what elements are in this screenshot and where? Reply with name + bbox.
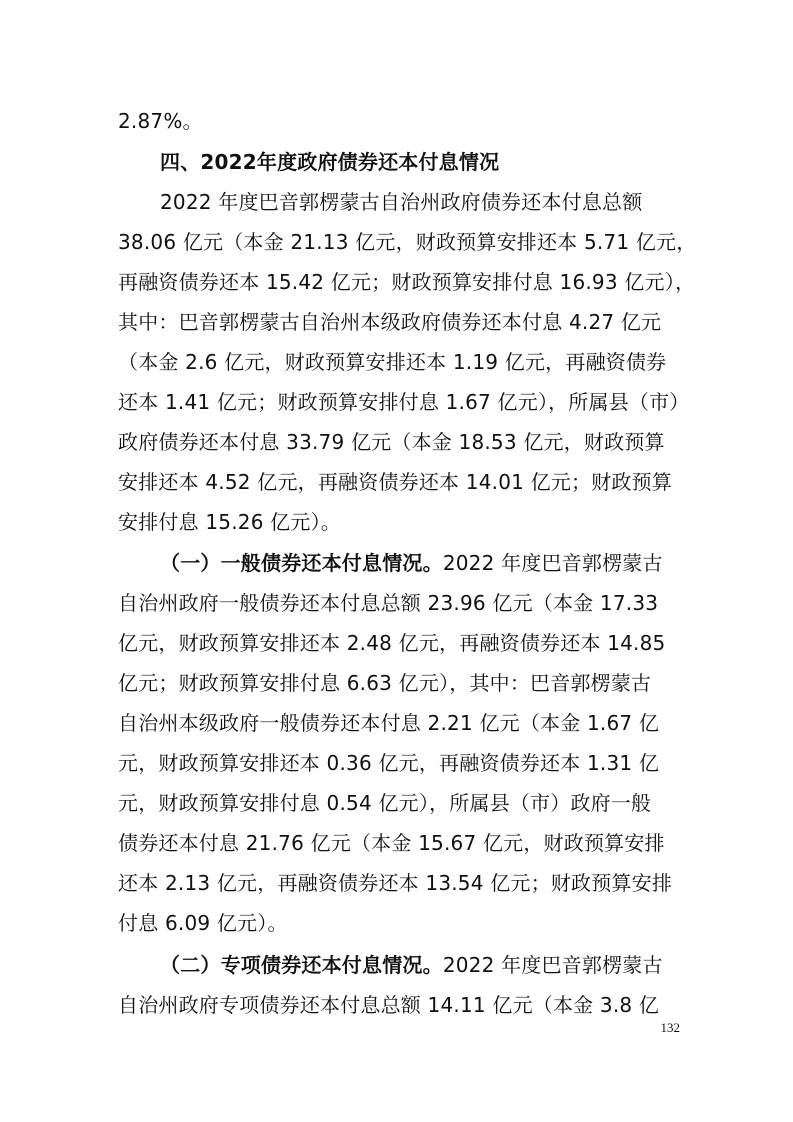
body-line: 元，财政预算安排付息 0.54 亿元），所属县（市）政府一般	[118, 791, 652, 815]
body-line: 付息 6.09 亿元）。	[118, 911, 288, 935]
body-text: 2022 年度巴音郭楞蒙古	[442, 551, 663, 575]
body-line: 其中：巴音郭楞蒙古自治州本级政府债券还本付息 4.27 亿元	[118, 310, 662, 334]
body-line: 自治州政府一般债券还本付息总额 23.96 亿元（本金 17.33	[118, 591, 659, 615]
body-line: 再融资债券还本 15.42 亿元；财政预算安排付息 16.93 亿元），	[118, 270, 696, 294]
body-line: 自治州政府专项债券还本付息总额 14.11 亿元（本金 3.8 亿	[118, 993, 660, 1017]
body-line: 还本 2.13 亿元，再融资债券还本 13.54 亿元；财政预算安排	[118, 871, 673, 895]
body-line: 亿元；财政预算安排付息 6.63 亿元），其中：巴音郭楞蒙古	[118, 671, 652, 695]
body-text: 2022 年度巴音郭楞蒙古	[442, 953, 663, 977]
body-line: 自治州本级政府一般债券还本付息 2.21 亿元（本金 1.67 亿	[118, 711, 660, 735]
body-line: 38.06 亿元（本金 21.13 亿元，财政预算安排还本 5.71 亿元，	[118, 230, 697, 254]
section-heading: 四、2022年度政府债券还本付息情况	[160, 150, 500, 174]
subsection-line	[160, 945, 678, 985]
body-line: 还本 1.41 亿元；财政预算安排付息 1.67 亿元），所属县（市）	[118, 390, 690, 414]
body-line: 安排还本 4.52 亿元，再融资债券还本 14.01 亿元；财政预算	[118, 470, 673, 494]
subsection-heading: （二）专项债券还本付息情况。	[160, 953, 443, 977]
body-line: 2022 年度巴音郭楞蒙古自治州政府债券还本付息总额	[160, 190, 643, 214]
body-line: 政府债券还本付息 33.79 亿元（本金 18.53 亿元，财政预算	[118, 430, 665, 454]
body-line: 2.87%。	[118, 109, 203, 133]
body-line: 安排付息 15.26 亿元）。	[118, 510, 341, 534]
page-number: 132	[660, 1020, 680, 1035]
body-line: （本金 2.6 亿元，财政预算安排还本 1.19 亿元，再融资债券	[118, 350, 667, 374]
subsection-line	[160, 543, 678, 583]
body-line: 亿元，财政预算安排还本 2.48 亿元，再融资债券还本 14.85	[118, 631, 666, 655]
body-line: 元，财政预算安排还本 0.36 亿元，再融资债券还本 1.31 亿	[118, 751, 660, 775]
subsection-heading: （一）一般债券还本付息情况。	[160, 551, 443, 575]
body-line: 债券还本付息 21.76 亿元（本金 15.67 亿元，财政预算安排	[118, 831, 665, 855]
